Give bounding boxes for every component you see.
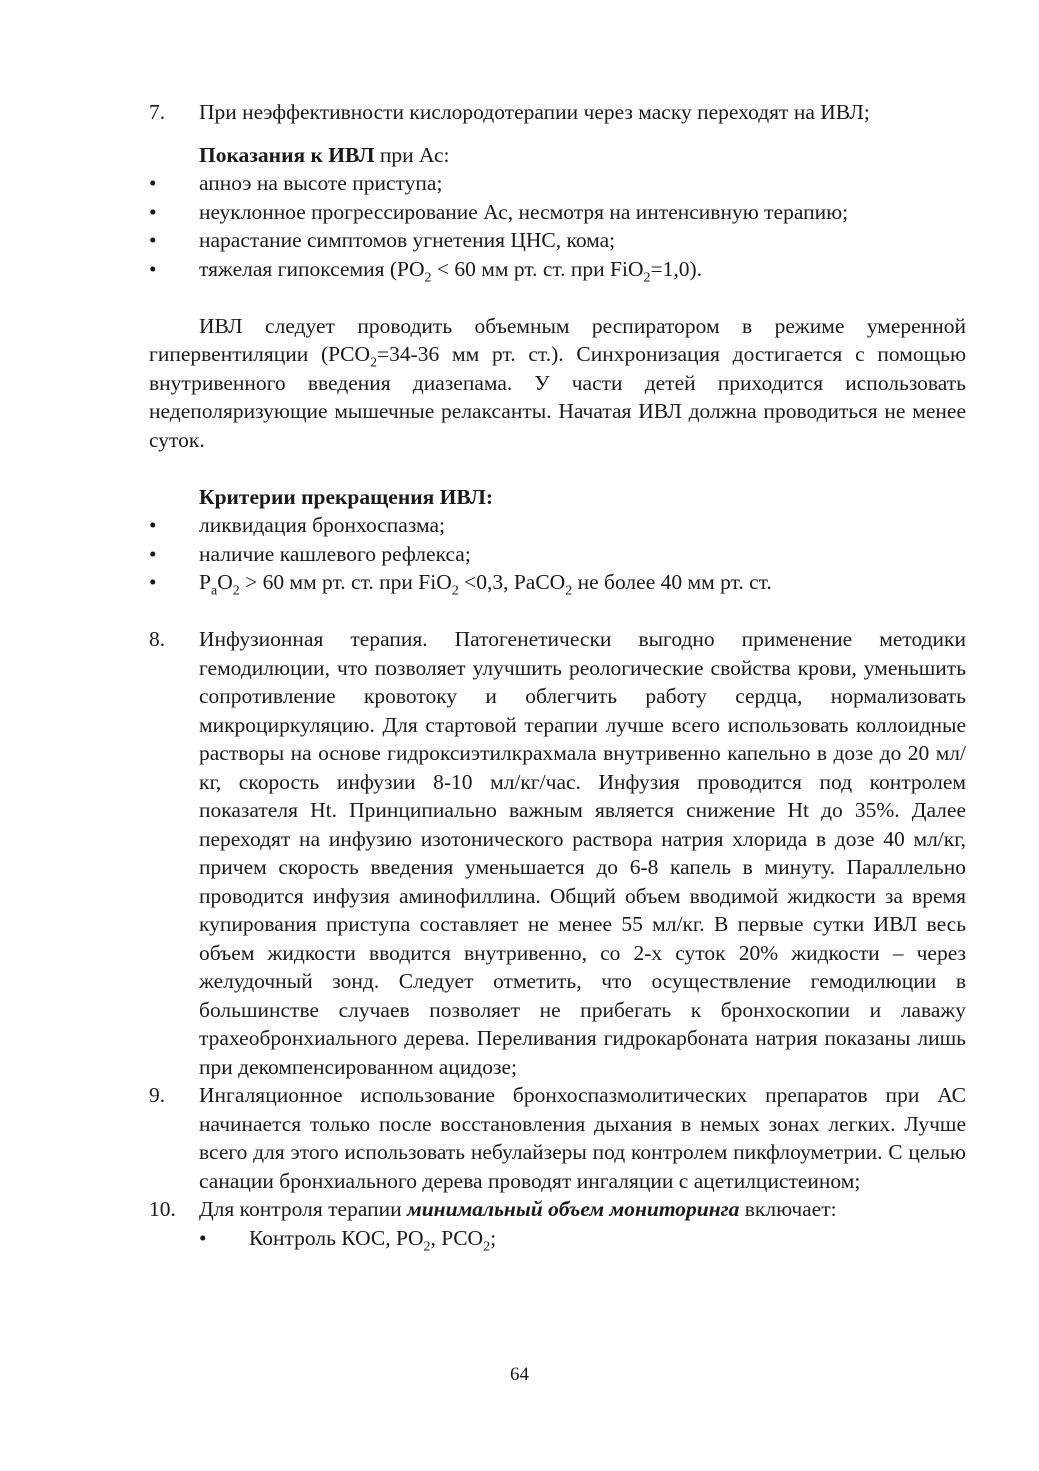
bullet-text: $P_aO_2 > 60$ мм рт. ст. при FiO$_2$ <0,3, PaCO$_2$ не более 40 мм рт. ст. (199, 570, 772, 599)
list-item (149, 568, 966, 597)
bullet-text: неуклонное прогрессирование Ас, несмотря на интенсивную терапию; (199, 199, 849, 224)
list-item (149, 198, 966, 227)
bullet-icon: • (149, 256, 157, 281)
bullet-icon: • (149, 228, 157, 252)
indications-heading-bold: Показания к ИВЛ (199, 142, 375, 167)
bullet-text: Контроль КОС, $PO_2$, $PCO_2$; (249, 1225, 497, 1254)
bullet-text: тяжелая гипоксемия ($PO_2 < 60$ мм рт. ст. при FiO$_2$=1,0). (199, 256, 703, 285)
list-item (149, 540, 966, 569)
page-number: 64 (510, 1364, 529, 1385)
bullet-icon: • (149, 570, 157, 594)
criteria-heading: Критерии прекращения ИВЛ: (199, 484, 494, 509)
bullet-icon: • (149, 513, 157, 537)
bullet-icon: • (199, 1225, 207, 1250)
ivl-paragraph: ИВЛ следует проводить объемным респиратором в режиме умеренной гипервентиляции ($PCO_2=34-36$ мм рт. ст.). Синхронизация достигается с помощью внутривенного введения диазепама. У части детей приходится использовать недеполяризующие мышечные релаксанты. Начатая ИВЛ должна проводиться не менее суток. (149, 313, 967, 452)
item-text: Для контроля терапии минимальный объем мониторинга включает: (199, 1197, 837, 1221)
list-item-10 (149, 1195, 966, 1224)
emphasis-text: минимальный объем мониторинга (406, 1197, 740, 1221)
list-item-9 (149, 1081, 966, 1195)
item-number: 7. (149, 100, 166, 124)
bullet-text: ликвидация бронхоспазма; (199, 513, 446, 537)
item-text: Ингаляционное использование бронхоспазмолитических препаратов при АС начинается только после восстановления дыхания в немых зонах легких. Лучше всего для этого использовать небулайзеры под контролем пикфлоуметрии. С целью санации бронхиального дерева проводят ингаляции с ацетилцистеином; (199, 1083, 966, 1193)
list-item (149, 226, 966, 255)
bullet-text: наличие кашлевого рефлекса; (199, 541, 471, 566)
item-text: Инфузионная терапия. Патогенетически выгодно применение методики гемодилюции, что позволяет улучшить реологические свойства крови, уменьшить сопротивление кровотоку и облегчить работу сердца, нормализовать микроциркуляцию. Для стартовой терапии лучше всего использовать коллоидные растворы на основе гидроксиэтилкрахмала внутривенно капельно в дозе до 20 мл/кг, скорость инфузии 8-10 мл/кг/час. Инфузия проводится под контролем показателя Ht. Принципиально важным является снижение Ht до 35%. Далее переходят на инфузию изотонического раствора натрия хлорида в дозе 40 мл/кг, причем скорость введения уменьшается до 6-8 капель в минуту. Параллельно проводится инфузия аминофиллина. Общий объем вводимой жидкости за время купирования приступа составляет не менее 55 мл/кг. В первые сутки ИВЛ весь объем жидкости вводится внутривенно, со 2-х суток 20% жидкости – через желудочный зонд. Следует отметить, что осуществление гемодилюции в большинстве случаев позволяет не прибегать к бронхоскопии и лаважу трахеобронхиального дерева. Переливания гидрокарбоната натрия показаны лишь при декомпенсированном ацидозе; (199, 627, 966, 1079)
list-item (149, 1224, 966, 1253)
list-item-7 (149, 98, 966, 127)
list-item (149, 169, 966, 198)
list-item-8 (149, 625, 966, 1081)
item-number: 10. (149, 1197, 176, 1221)
bullet-text: апноэ на высоте приступа; (199, 171, 443, 195)
item-text: При неэффективности кислородотерапии через маску переходят на ИВЛ; (199, 100, 870, 124)
bullet-icon: • (149, 541, 157, 566)
document-page (149, 98, 966, 1252)
item-number: 8. (149, 627, 166, 651)
indications-heading-rest: при Ас: (374, 142, 450, 167)
bullet-icon: • (149, 199, 157, 224)
list-item (149, 511, 966, 540)
bullet-icon: • (149, 171, 157, 195)
item-number: 9. (149, 1083, 166, 1107)
list-item (149, 255, 966, 284)
indications-heading (149, 141, 966, 170)
bullet-text: нарастание симптомов угнетения ЦНС, кома; (199, 228, 616, 252)
